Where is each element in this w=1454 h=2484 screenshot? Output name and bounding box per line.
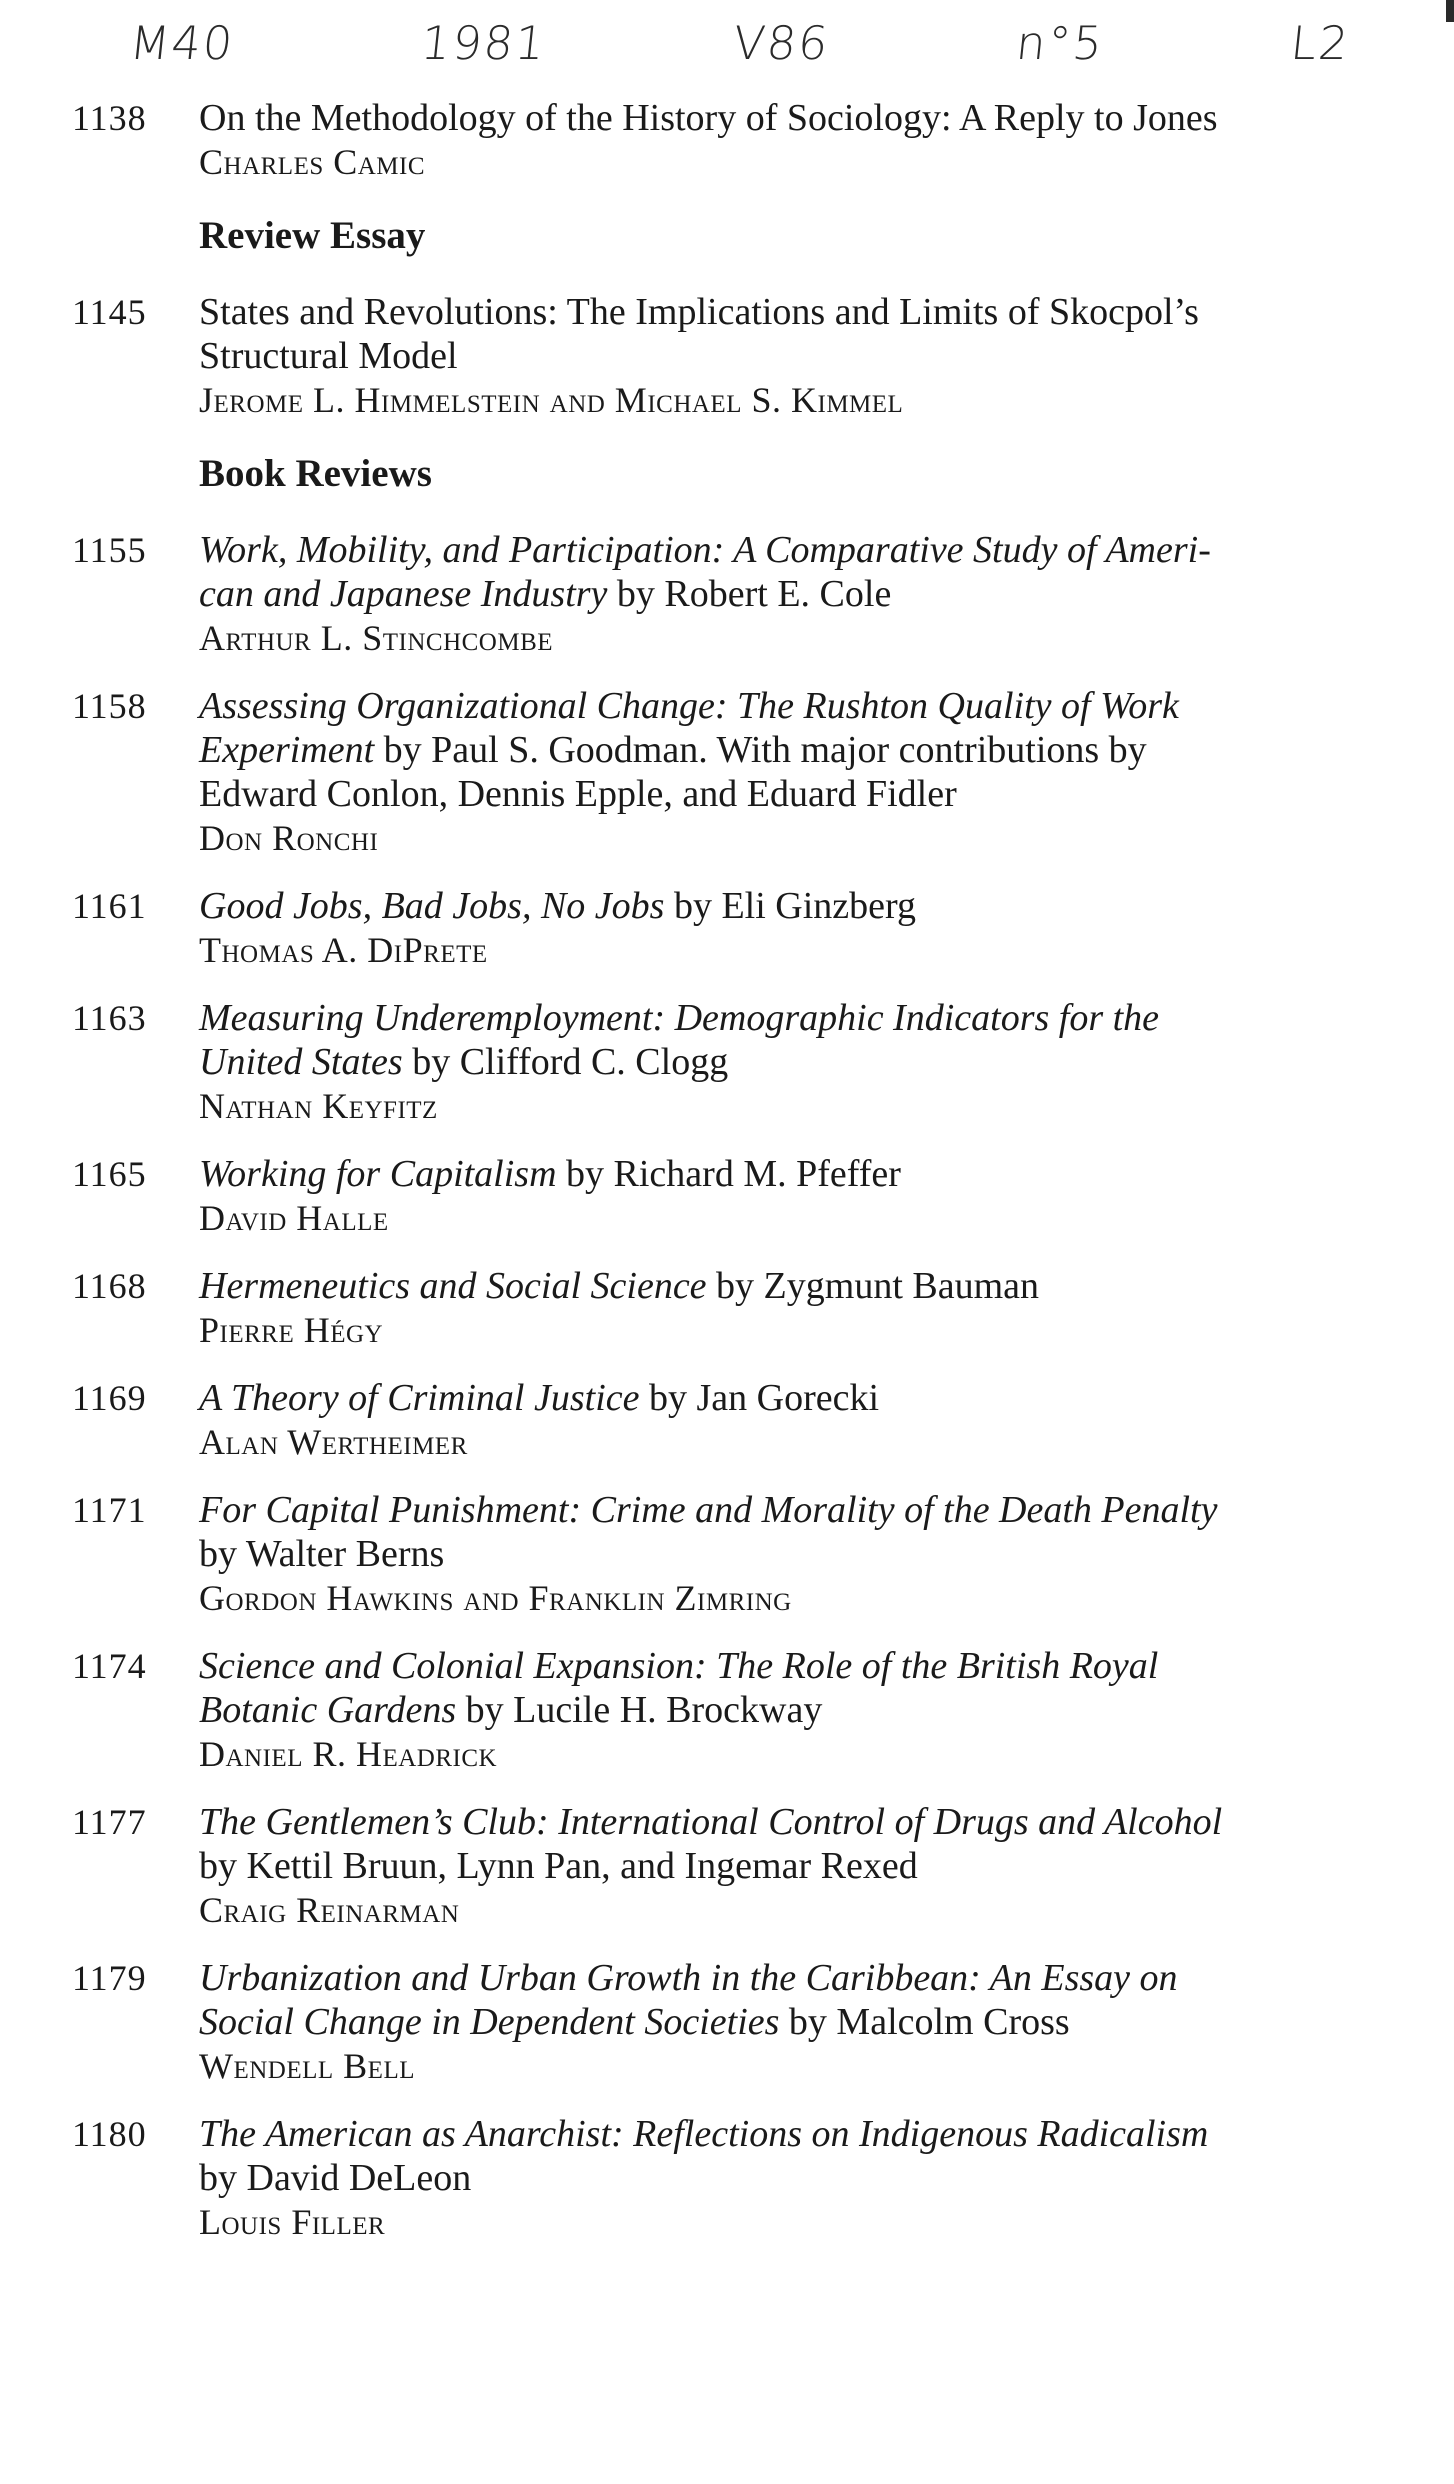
toc-entry: [72, 1264, 1374, 1352]
entry-title-line: [199, 1376, 1374, 1420]
entry-title-line: [199, 1264, 1374, 1308]
page-number: 1177: [72, 1802, 147, 1842]
book-title: Work, Mobility, and Participation: A Comparative Study of Ameri-: [199, 529, 1211, 571]
entry-author: Gordon Hawkins and Franklin Zimring: [199, 1578, 792, 1618]
section-heading-review-essay: Review Essay: [199, 214, 426, 257]
toc-entry: [72, 1800, 1374, 1932]
entry-author: Daniel R. Headrick: [199, 1734, 498, 1774]
entry-title-line: [199, 1956, 1374, 2000]
book-title: Science and Colonial Expansion: The Role of the British Royal: [199, 1645, 1159, 1687]
book-title: Measuring Underemployment: Demographic Indicators for the: [199, 997, 1160, 1039]
book-byline: by Malcolm Cross: [779, 2001, 1070, 2043]
entry-title-line: [199, 1152, 1374, 1196]
entry-title-line: [199, 1040, 1374, 1084]
entry-title-line: by Kettil Bruun, Lynn Pan, and Ingemar Rexed: [199, 1845, 918, 1887]
entry-title-line: [199, 1688, 1374, 1732]
entry-title-line: by Walter Berns: [199, 1533, 445, 1575]
book-byline: by Clifford C. Clogg: [402, 1041, 729, 1083]
entry-title-line: [199, 2000, 1374, 2044]
entry-title-line: [199, 1488, 1374, 1532]
entry-author: Jerome L. Himmelstein and Michael S. Kimmel: [199, 380, 904, 420]
entry-author: Wendell Bell: [199, 2046, 415, 2086]
toc-entry: [72, 290, 1374, 422]
book-title: Urbanization and Urban Growth in the Caribbean: An Essay on: [199, 1957, 1178, 1999]
toc-entry: [72, 1376, 1374, 1464]
entry-title-line: [199, 1644, 1374, 1688]
entry-author: Arthur L. Stinchcombe: [199, 618, 554, 658]
entry-title-line: [199, 996, 1374, 1040]
entry-title-line: [199, 1800, 1374, 1844]
book-title: The American as Anarchist: Reflections on Indigenous Radicalism: [199, 2113, 1209, 2155]
toc-entry: [72, 1644, 1374, 1776]
book-title: Experiment: [199, 729, 375, 771]
book-byline: by Paul S. Goodman. With major contributions by: [374, 729, 1147, 771]
handwritten-note-5: L2: [1288, 16, 1353, 70]
page-number: 1145: [72, 292, 147, 332]
entry-author: Craig Reinarman: [199, 1890, 460, 1930]
page-number: 1161: [72, 886, 147, 926]
book-title: A Theory of Criminal Justice: [199, 1377, 640, 1419]
book-title: Botanic Gardens: [199, 1689, 457, 1731]
entry-author: Nathan Keyfitz: [199, 1086, 438, 1126]
entry-author: Louis Filler: [199, 2202, 386, 2242]
toc-entry: [72, 1956, 1374, 2088]
page-number: 1158: [72, 686, 147, 726]
book-title: can and Japanese Industry: [199, 573, 608, 615]
entry-title: On the Methodology of the History of Sociology: A Reply to Jones: [199, 97, 1218, 139]
book-title: United States: [199, 1041, 403, 1083]
entry-author: Charles Camic: [199, 142, 426, 182]
book-title: Working for Capitalism: [199, 1153, 557, 1195]
entry-author: Pierre Hégy: [199, 1310, 384, 1350]
toc-entry: [72, 996, 1374, 1128]
entry-author: Alan Wertheimer: [199, 1422, 468, 1462]
toc-entry: [72, 1152, 1374, 1240]
entry-author: Don Ronchi: [199, 818, 379, 858]
entry-author: David Halle: [199, 1198, 389, 1238]
entry-title-line: Structural Model: [199, 335, 458, 377]
entry-title-line: [199, 572, 1374, 616]
toc-entry: [72, 884, 1374, 972]
book-byline: by Robert E. Cole: [607, 573, 892, 615]
page-number: 1168: [72, 1266, 147, 1306]
toc-entry: [72, 684, 1374, 860]
book-title: For Capital Punishment: Crime and Morality of the Death Penalty: [199, 1489, 1218, 1531]
handwritten-note-2: 1981: [418, 16, 550, 70]
section-heading-book-reviews: Book Reviews: [199, 452, 432, 495]
page-number: 1179: [72, 1958, 147, 1998]
page-number: 1163: [72, 998, 147, 1038]
handwritten-note-1: M40: [127, 16, 238, 70]
page-edge-mark: [1446, 0, 1454, 22]
entry-title-line: by David DeLeon: [199, 2157, 472, 2199]
book-byline: by Zygmunt Bauman: [706, 1265, 1040, 1307]
toc-entry: [72, 96, 1374, 184]
book-title: Assessing Organizational Change: The Rushton Quality of Work: [199, 685, 1179, 727]
book-title: Hermeneutics and Social Science: [199, 1265, 707, 1307]
book-byline: by Richard M. Pfeffer: [556, 1153, 901, 1195]
entry-title-line: [199, 728, 1374, 772]
book-byline: by Jan Gorecki: [639, 1377, 880, 1419]
book-title: Good Jobs, Bad Jobs, No Jobs: [199, 885, 665, 927]
entry-title-line: [199, 884, 1374, 928]
entry-title-line: [199, 2112, 1374, 2156]
entry-title-line: States and Revolutions: The Implications and Limits of Skocpol’s: [199, 291, 1199, 333]
entry-title-line: Edward Conlon, Dennis Epple, and Eduard Fidler: [199, 773, 957, 815]
page-number: 1171: [72, 1490, 147, 1530]
handwritten-note-4: n°5: [1013, 16, 1107, 70]
handwritten-annotation: [126, 8, 1353, 78]
page-number: 1169: [72, 1378, 147, 1418]
page-number: 1180: [72, 2114, 147, 2154]
book-byline: by Eli Ginzberg: [664, 885, 916, 927]
page-number: 1165: [72, 1154, 147, 1194]
table-of-contents: [0, 96, 1454, 2244]
page-number: 1155: [72, 530, 147, 570]
book-title: Social Change in Dependent Societies: [199, 2001, 780, 2043]
handwritten-note-3: V86: [730, 16, 833, 70]
book-byline: by Lucile H. Brockway: [456, 1689, 823, 1731]
toc-entry: [72, 2112, 1374, 2244]
entry-title-line: [199, 528, 1374, 572]
toc-entry: [72, 528, 1374, 660]
entry-title-line: [199, 684, 1374, 728]
page-number: 1138: [72, 98, 147, 138]
page-number: 1174: [72, 1646, 147, 1686]
entry-author: Thomas A. DiPrete: [199, 930, 488, 970]
toc-entry: [72, 1488, 1374, 1620]
book-title: The Gentlemen’s Club: International Control of Drugs and Alcohol: [199, 1801, 1223, 1843]
